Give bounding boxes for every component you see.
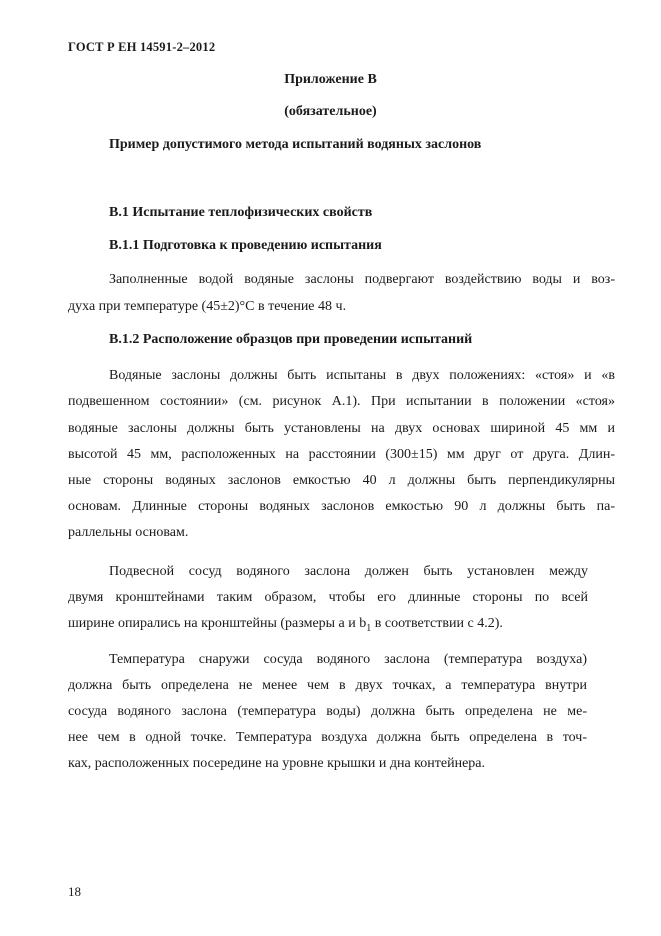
section-b1-title: В.1 Испытание теплофизических свойств	[109, 205, 373, 220]
paragraph-line: Водяные заслоны должны быть испытаны в двух положениях: «стоя» и «в	[109, 368, 615, 383]
paragraph-line: Температура снаружи сосуда водяного заслона (температура воздуха)	[109, 652, 587, 667]
paragraph-line: Подвесной сосуд водяного заслона должен быть установлен между	[109, 564, 588, 579]
section-b12-title: В.1.2 Расположение образцов при проведении испытаний	[109, 332, 473, 347]
paragraph-line: нее чем в одной точке. Температура воздуха должна быть определена в точ-	[68, 730, 587, 745]
paragraph-line: ках, расположенных посередине на уровне крышки и дна контейнера.	[68, 756, 486, 771]
paragraph-line: духа при температуре (45±2)°С в течение 48 ч.	[68, 299, 347, 314]
appendix-subtitle: Пример допустимого метода испытаний водяных заслонов	[109, 137, 482, 152]
appendix-status: (обязательное)	[284, 104, 377, 119]
standard-header: ГОСТ Р ЕН 14591-2–2012	[68, 40, 216, 54]
paragraph-line: должна быть определена не менее чем в двух точках, а температура внутри	[68, 678, 587, 693]
paragraph-line: водяные заслоны должны быть установлены на двух основах шириной 45 мм и	[68, 421, 615, 436]
appendix-title: Приложение В	[284, 72, 377, 87]
page-number: 18	[68, 884, 81, 899]
section-b11-title: В.1.1 Подготовка к проведению испытания	[109, 238, 382, 253]
paragraph-line	[68, 615, 615, 633]
paragraph-line: Заполненные водой водяные заслоны подвергают воздействию воды и воз-	[109, 272, 615, 287]
paragraph-line: подвешенном состоянии» (см. рисунок А.1). При испытании в положении «стоя»	[68, 394, 615, 409]
subscript-index: 1	[366, 622, 372, 634]
paragraph-line: раллельны основам.	[68, 525, 189, 540]
paragraph-line: ные стороны водяных заслонов емкостью 40 л должны быть перпендикулярны	[68, 473, 615, 488]
dimension-text-end: в соответствии с 4.2).	[371, 616, 503, 631]
paragraph-line: высотой 45 мм, расположенных на расстоянии (300±15) мм друг от друга. Длин-	[68, 447, 615, 462]
paragraph-line: сосуда водяного заслона (температура воды) должна быть определена не ме-	[68, 704, 587, 719]
dimension-text: ширине опирались на кронштейны (размеры a и b	[68, 616, 367, 631]
paragraph-line: основам. Длинные стороны водяных заслонов емкостью 90 л должны быть па-	[68, 499, 615, 514]
paragraph-line: двумя кронштейнами таким образом, чтобы его длинные стороны по всей	[68, 590, 588, 605]
